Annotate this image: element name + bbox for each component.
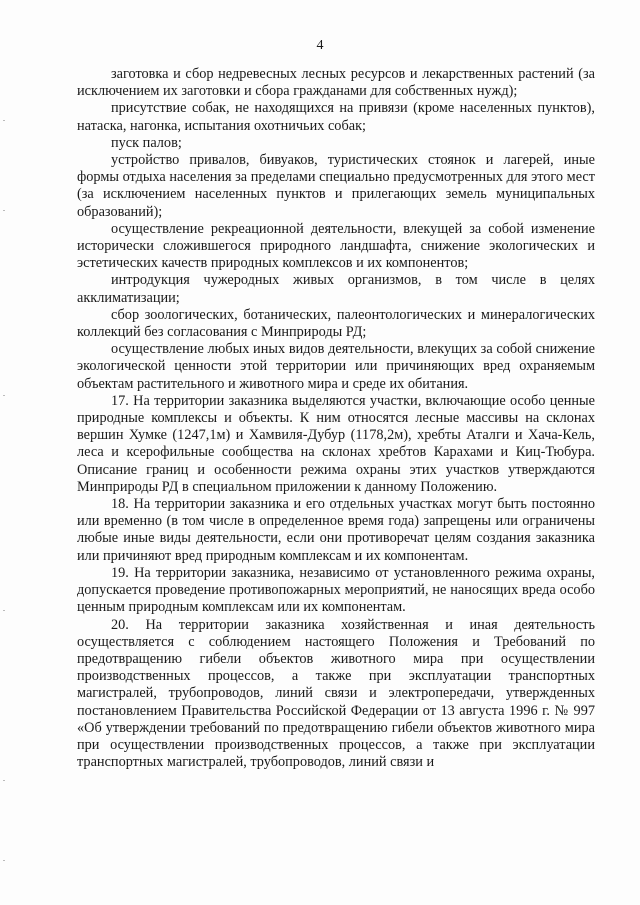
paragraph-collections: сбор зоологических, ботанических, палеонтологических и минералогических коллекций без согласования с Минприроды РД; (77, 306, 595, 341)
paragraph-clause-17: 17. На территории заказника выделяются участки, включающие особо ценные природные комплексы и объекты. К ним относятся лесные массивы на склонах вершин Хумке (1247,1м) и Хамвиля-Дубур (1178,2м), хребты Аталги и Хача-Кель, леса и ксерофильные сообщества на склонах хребтов Карахами и Киц-Тюбура. Описание границ и особенности режима охраны этих участков утверждаются Минприроды РД в специальном приложении к данному Положению. (77, 392, 595, 495)
paragraph-clause-19: 19. На территории заказника, независимо от установленного режима охраны, допускается проведение противопожарных мероприятий, не наносящих вреда особо ценным природным комплексам или их компонентам. (77, 564, 595, 616)
paragraph-ndfp-collection: заготовка и сбор недревесных лесных ресурсов и лекарственных растений (за исключением их заготовки и сбора гражданами для собственных нужд); (77, 66, 595, 100)
paragraph-introduction: интродукция чужеродных живых организмов, в том числе в целях акклиматизации; (77, 272, 595, 306)
document-body (77, 66, 595, 771)
paragraph-dogs: присутствие собак, не находящихся на привязи (кроме населенных пунктов), натаска, нагонка, испытания охотничьих собак; (77, 100, 595, 134)
scan-edge-marks (3, 0, 6, 905)
paragraph-burning: пуск палов; (111, 134, 182, 151)
paragraph-other-activities: осуществление любых иных видов деятельности, влекущих за собой снижение экологической ценности этой территории или причиняющих вред охраняемым объектам растительного и животного мира и среде их обитания. (77, 341, 595, 392)
paragraph-clause-18: 18. На территории заказника и его отдельных участках могут быть постоянно или временно (в том числе в определенное время года) запрещены или ограничены любые иные виды деятельности, если они противоречат целям создания заказника или причиняют вред природным комплексам и их компонентам. (77, 496, 595, 564)
paragraph-clause-20: 20. На территории заказника хозяйственная и иная деятельность осуществляется с соблюдением настоящего Положения и Требований по предотвращению гибели объектов животного мира при осуществлении производственных процессов, а также при эксплуатации транспортных магистралей, трубопроводов, линий связи и электропередачи, утвержденных постановлением Правительства Российской Федерации от 13 августа 1996 г. № 997 «Об утверждении требований по предотвращению гибели объектов животного мира при осуществлении производственных процессов, а также при эксплуатации транспортных магистралей, трубопроводов, линий связи и (77, 616, 595, 771)
paragraph-camps: устройство привалов, бивуаков, туристических стоянок и лагерей, иные формы отдыха населения за пределами специально предусмотренных для этого мест (за исключением населенных пунктов и прилегающих земель муниципальных образований); (77, 152, 595, 220)
paragraph-recreation: осуществление рекреационной деятельности, влекущей за собой изменение исторически сложившегося природного ландшафта, снижение экологических и эстетических качеств природных комплексов и их компонентов; (77, 220, 595, 272)
page-number: 4 (316, 38, 324, 53)
